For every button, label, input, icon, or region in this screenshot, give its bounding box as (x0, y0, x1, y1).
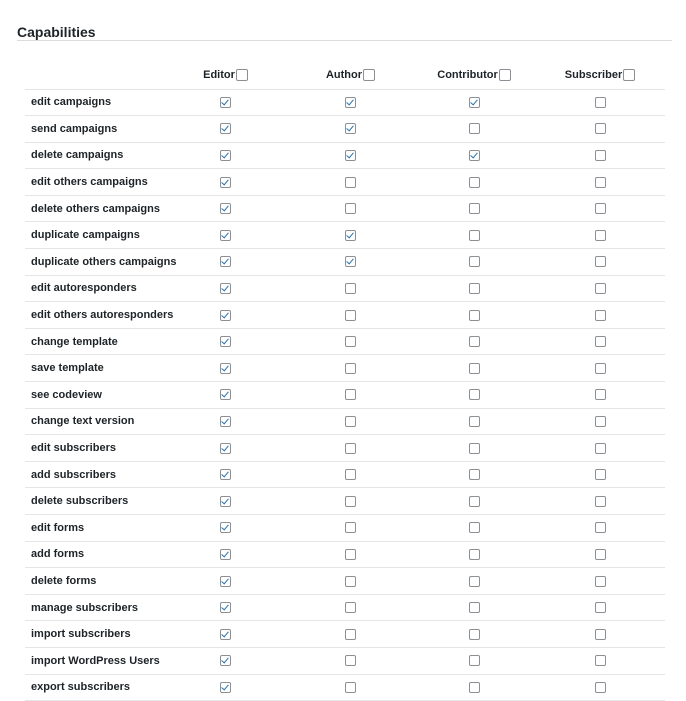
capability-cell-subscriber (535, 541, 665, 568)
capability-checkbox-subscriber[interactable] (595, 389, 606, 400)
capability-checkbox-subscriber[interactable] (595, 310, 606, 321)
capability-checkbox-contributor[interactable] (469, 150, 480, 161)
capability-checkbox-editor[interactable] (220, 389, 231, 400)
table-row (25, 515, 665, 542)
capability-cell-author (288, 408, 413, 435)
capability-checkbox-author[interactable] (345, 443, 356, 454)
capability-cell-subscriber (535, 249, 665, 276)
role-header-contributor (413, 62, 535, 89)
capability-cell-contributor (413, 461, 535, 488)
capability-cell-contributor (413, 142, 535, 169)
capability-checkbox-author[interactable] (345, 150, 356, 161)
capability-cell-subscriber (535, 435, 665, 462)
capability-checkbox-editor[interactable] (220, 203, 231, 214)
capability-checkbox-editor[interactable] (220, 416, 231, 427)
capability-cell-editor (163, 435, 288, 462)
role-header-author (288, 62, 413, 89)
table-row (25, 568, 665, 595)
capability-checkbox-author[interactable] (345, 549, 356, 560)
role-header-label: Author (325, 69, 363, 82)
table-row (25, 195, 665, 222)
role-header-subscriber (535, 62, 665, 89)
capability-cell-subscriber (535, 515, 665, 542)
capability-checkbox-editor[interactable] (220, 655, 231, 666)
table-row (25, 328, 665, 355)
capability-label: edit forms (25, 515, 163, 542)
capability-cell-editor (163, 355, 288, 382)
capability-cell-subscriber (535, 195, 665, 222)
capabilities-table-body (25, 89, 665, 701)
capability-checkbox-author[interactable] (345, 602, 356, 613)
table-header-row (25, 62, 665, 89)
capability-cell-contributor (413, 275, 535, 302)
capability-label: duplicate others campaigns (25, 249, 163, 276)
capability-checkbox-subscriber[interactable] (595, 655, 606, 666)
capability-cell-editor (163, 89, 288, 116)
capability-checkbox-author[interactable] (345, 496, 356, 507)
capability-checkbox-subscriber[interactable] (595, 443, 606, 454)
capability-checkbox-subscriber[interactable] (595, 549, 606, 560)
role-header-label: Editor (203, 69, 235, 82)
capability-checkbox-subscriber[interactable] (595, 256, 606, 267)
capability-cell-contributor (413, 169, 535, 196)
capability-cell-author (288, 328, 413, 355)
capability-label: change template (25, 328, 163, 355)
capability-cell-subscriber (535, 222, 665, 249)
capability-checkbox-contributor[interactable] (469, 177, 480, 188)
capability-cell-editor (163, 541, 288, 568)
capability-cell-editor (163, 621, 288, 648)
capability-cell-contributor (413, 674, 535, 701)
capability-checkbox-subscriber[interactable] (595, 682, 606, 693)
capability-checkbox-contributor[interactable] (469, 310, 480, 321)
capability-checkbox-author[interactable] (345, 256, 356, 267)
capability-label: delete forms (25, 568, 163, 595)
capability-cell-author (288, 142, 413, 169)
capability-cell-contributor (413, 541, 535, 568)
capability-cell-contributor (413, 515, 535, 542)
table-row (25, 116, 665, 143)
capability-checkbox-subscriber[interactable] (595, 97, 606, 108)
capability-cell-author (288, 355, 413, 382)
capability-cell-author (288, 116, 413, 143)
capability-checkbox-editor[interactable] (220, 177, 231, 188)
capability-checkbox-editor[interactable] (220, 443, 231, 454)
select-all-subscriber-checkbox[interactable] (623, 69, 635, 81)
capability-checkbox-subscriber[interactable] (595, 283, 606, 294)
capability-cell-author (288, 461, 413, 488)
capability-checkbox-subscriber[interactable] (595, 336, 606, 347)
capability-cell-contributor (413, 488, 535, 515)
capability-checkbox-author[interactable] (345, 363, 356, 374)
capability-checkbox-contributor[interactable] (469, 629, 480, 640)
capability-cell-subscriber (535, 621, 665, 648)
capability-checkbox-editor[interactable] (220, 576, 231, 587)
capability-cell-subscriber (535, 647, 665, 674)
capabilities-table (25, 62, 665, 701)
table-row (25, 382, 665, 409)
table-row (25, 249, 665, 276)
capability-checkbox-subscriber[interactable] (595, 496, 606, 507)
capability-checkbox-editor[interactable] (220, 150, 231, 161)
table-row (25, 169, 665, 196)
table-row (25, 435, 665, 462)
capability-cell-author (288, 275, 413, 302)
capability-cell-contributor (413, 621, 535, 648)
capability-checkbox-subscriber[interactable] (595, 150, 606, 161)
capability-cell-contributor (413, 116, 535, 143)
capability-cell-contributor (413, 249, 535, 276)
capability-cell-subscriber (535, 408, 665, 435)
capability-cell-contributor (413, 568, 535, 595)
table-row (25, 142, 665, 169)
capability-cell-editor (163, 275, 288, 302)
capability-cell-subscriber (535, 568, 665, 595)
capability-cell-contributor (413, 355, 535, 382)
capability-checkbox-author[interactable] (345, 230, 356, 241)
capability-cell-editor (163, 568, 288, 595)
capability-checkbox-editor[interactable] (220, 549, 231, 560)
capability-checkbox-editor[interactable] (220, 256, 231, 267)
capability-checkbox-editor[interactable] (220, 310, 231, 321)
select-all-editor-checkbox[interactable] (236, 69, 248, 81)
capability-checkbox-author[interactable] (345, 203, 356, 214)
capability-checkbox-author[interactable] (345, 310, 356, 321)
capability-cell-editor (163, 594, 288, 621)
table-row (25, 647, 665, 674)
capability-checkbox-editor[interactable] (220, 522, 231, 533)
capability-checkbox-editor[interactable] (220, 682, 231, 693)
capability-label: edit campaigns (25, 89, 163, 116)
capability-checkbox-contributor[interactable] (469, 576, 480, 587)
capability-cell-contributor (413, 594, 535, 621)
capability-cell-contributor (413, 435, 535, 462)
capability-label: edit subscribers (25, 435, 163, 462)
capability-cell-editor (163, 222, 288, 249)
select-all-author-checkbox[interactable] (363, 69, 375, 81)
capability-cell-contributor (413, 302, 535, 329)
capability-label: edit others campaigns (25, 169, 163, 196)
capability-label: delete campaigns (25, 142, 163, 169)
capability-checkbox-contributor[interactable] (469, 522, 480, 533)
capability-checkbox-contributor[interactable] (469, 363, 480, 374)
capability-cell-subscriber (535, 674, 665, 701)
capability-cell-editor (163, 195, 288, 222)
capability-cell-contributor (413, 382, 535, 409)
table-row (25, 302, 665, 329)
capability-checkbox-subscriber[interactable] (595, 629, 606, 640)
capability-checkbox-subscriber[interactable] (595, 416, 606, 427)
capability-label: export subscribers (25, 674, 163, 701)
capability-checkbox-contributor[interactable] (469, 469, 480, 480)
capability-cell-editor (163, 408, 288, 435)
capability-checkbox-contributor[interactable] (469, 655, 480, 666)
section-divider (17, 40, 672, 41)
capability-checkbox-contributor[interactable] (469, 97, 480, 108)
capability-label: see codeview (25, 382, 163, 409)
table-row (25, 674, 665, 701)
select-all-contributor-checkbox[interactable] (499, 69, 511, 81)
capability-cell-author (288, 435, 413, 462)
role-header-label: Contributor (437, 69, 498, 82)
capability-cell-editor (163, 249, 288, 276)
capability-cell-contributor (413, 408, 535, 435)
capability-checkbox-contributor[interactable] (469, 549, 480, 560)
capability-cell-author (288, 89, 413, 116)
capability-checkbox-subscriber[interactable] (595, 363, 606, 374)
capability-cell-editor (163, 647, 288, 674)
capability-cell-editor (163, 674, 288, 701)
capability-cell-contributor (413, 647, 535, 674)
capability-cell-subscriber (535, 328, 665, 355)
capability-cell-editor (163, 142, 288, 169)
capability-checkbox-editor[interactable] (220, 283, 231, 294)
capability-cell-contributor (413, 328, 535, 355)
capability-checkbox-author[interactable] (345, 283, 356, 294)
capability-cell-author (288, 169, 413, 196)
capability-cell-subscriber (535, 355, 665, 382)
capability-cell-editor (163, 302, 288, 329)
capability-cell-author (288, 488, 413, 515)
capability-checkbox-editor[interactable] (220, 469, 231, 480)
capability-cell-subscriber (535, 461, 665, 488)
capability-checkbox-contributor[interactable] (469, 230, 480, 241)
capability-cell-contributor (413, 89, 535, 116)
capability-label: send campaigns (25, 116, 163, 143)
capability-label: import WordPress Users (25, 647, 163, 674)
capability-cell-subscriber (535, 89, 665, 116)
table-row (25, 541, 665, 568)
capability-column-header (25, 62, 163, 89)
table-row (25, 594, 665, 621)
capability-cell-author (288, 382, 413, 409)
capability-cell-subscriber (535, 169, 665, 196)
capability-cell-subscriber (535, 116, 665, 143)
capability-cell-author (288, 621, 413, 648)
capability-cell-editor (163, 515, 288, 542)
capability-checkbox-author[interactable] (345, 682, 356, 693)
capability-label: delete others campaigns (25, 195, 163, 222)
table-row (25, 222, 665, 249)
capability-cell-subscriber (535, 382, 665, 409)
capability-checkbox-author[interactable] (345, 576, 356, 587)
capability-checkbox-contributor[interactable] (469, 256, 480, 267)
capability-label: edit others autoresponders (25, 302, 163, 329)
table-row (25, 89, 665, 116)
capability-checkbox-author[interactable] (345, 389, 356, 400)
capability-checkbox-contributor[interactable] (469, 416, 480, 427)
capability-checkbox-author[interactable] (345, 336, 356, 347)
capability-cell-editor (163, 382, 288, 409)
capability-checkbox-contributor[interactable] (469, 602, 480, 613)
capability-cell-editor (163, 116, 288, 143)
section-title: Capabilities (17, 24, 96, 40)
capability-label: import subscribers (25, 621, 163, 648)
capability-cell-author (288, 515, 413, 542)
capability-cell-subscriber (535, 275, 665, 302)
capability-cell-editor (163, 461, 288, 488)
capability-cell-editor (163, 488, 288, 515)
capability-checkbox-subscriber[interactable] (595, 203, 606, 214)
capability-checkbox-contributor[interactable] (469, 389, 480, 400)
role-header-label: Subscriber (564, 69, 623, 82)
table-row (25, 355, 665, 382)
capability-checkbox-contributor[interactable] (469, 123, 480, 134)
capability-checkbox-contributor[interactable] (469, 336, 480, 347)
capability-checkbox-subscriber[interactable] (595, 576, 606, 587)
capability-cell-author (288, 541, 413, 568)
table-row (25, 461, 665, 488)
capability-checkbox-author[interactable] (345, 469, 356, 480)
capability-checkbox-subscriber[interactable] (595, 602, 606, 613)
capability-checkbox-editor[interactable] (220, 602, 231, 613)
capability-checkbox-editor[interactable] (220, 123, 231, 134)
capability-checkbox-author[interactable] (345, 655, 356, 666)
capability-cell-editor (163, 169, 288, 196)
capability-cell-subscriber (535, 488, 665, 515)
role-header-editor (163, 62, 288, 89)
capability-checkbox-contributor[interactable] (469, 682, 480, 693)
capability-label: delete subscribers (25, 488, 163, 515)
capability-checkbox-contributor[interactable] (469, 203, 480, 214)
capability-label: add subscribers (25, 461, 163, 488)
capability-checkbox-subscriber[interactable] (595, 230, 606, 241)
capability-label: duplicate campaigns (25, 222, 163, 249)
capability-cell-contributor (413, 195, 535, 222)
capability-cell-author (288, 302, 413, 329)
capability-checkbox-editor[interactable] (220, 363, 231, 374)
capability-cell-author (288, 222, 413, 249)
capability-checkbox-editor[interactable] (220, 230, 231, 241)
capability-cell-subscriber (535, 302, 665, 329)
capability-checkbox-editor[interactable] (220, 496, 231, 507)
capability-cell-subscriber (535, 594, 665, 621)
capability-checkbox-author[interactable] (345, 522, 356, 533)
capability-label: edit autoresponders (25, 275, 163, 302)
capability-cell-contributor (413, 222, 535, 249)
capability-label: save template (25, 355, 163, 382)
capability-checkbox-editor[interactable] (220, 629, 231, 640)
capability-checkbox-subscriber[interactable] (595, 177, 606, 188)
capability-cell-author (288, 647, 413, 674)
capability-checkbox-editor[interactable] (220, 97, 231, 108)
capability-checkbox-subscriber[interactable] (595, 469, 606, 480)
capability-checkbox-author[interactable] (345, 123, 356, 134)
capability-cell-author (288, 674, 413, 701)
capability-checkbox-contributor[interactable] (469, 283, 480, 294)
capability-cell-author (288, 249, 413, 276)
capability-checkbox-author[interactable] (345, 416, 356, 427)
capability-cell-subscriber (535, 142, 665, 169)
capability-checkbox-editor[interactable] (220, 336, 231, 347)
table-row (25, 488, 665, 515)
capability-checkbox-contributor[interactable] (469, 496, 480, 507)
capability-label: add forms (25, 541, 163, 568)
capability-label: change text version (25, 408, 163, 435)
table-row (25, 275, 665, 302)
table-row (25, 621, 665, 648)
capability-cell-editor (163, 328, 288, 355)
capability-cell-author (288, 594, 413, 621)
capability-checkbox-author[interactable] (345, 629, 356, 640)
capability-checkbox-subscriber[interactable] (595, 123, 606, 134)
capability-checkbox-contributor[interactable] (469, 443, 480, 454)
capability-cell-author (288, 195, 413, 222)
table-row (25, 408, 665, 435)
capability-checkbox-author[interactable] (345, 177, 356, 188)
capability-cell-author (288, 568, 413, 595)
capability-checkbox-author[interactable] (345, 97, 356, 108)
capability-checkbox-subscriber[interactable] (595, 522, 606, 533)
capability-label: manage subscribers (25, 594, 163, 621)
